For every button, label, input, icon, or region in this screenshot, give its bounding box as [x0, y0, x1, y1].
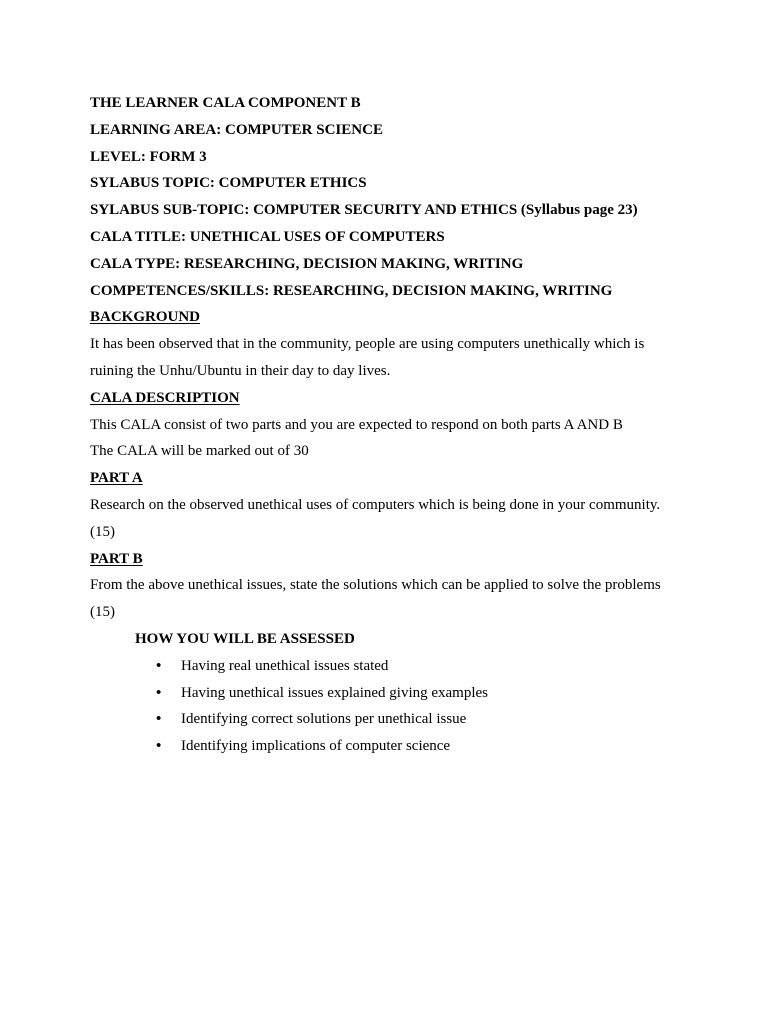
background-heading: BACKGROUND [90, 309, 201, 326]
list-item [156, 706, 680, 733]
list-item-text: Identifying implications of computer science [181, 738, 451, 755]
header-line-level: LEVEL: FORM 3 [90, 148, 207, 165]
bullet-icon: • [156, 738, 162, 755]
bullet-icon: • [156, 657, 162, 674]
part-b-marks: (15) [90, 604, 115, 621]
part-a-text: Research on the observed unethical uses of computers which is being done in your community. [90, 496, 661, 513]
part-a-marks: (15) [90, 523, 115, 540]
header-line-competences: COMPETENCES/SKILLS: RESEARCHING, DECISION MAKING, WRITING [90, 282, 613, 299]
list-item [156, 653, 680, 680]
list-item-text: Having unethical issues explained giving examples [181, 684, 489, 701]
document-page [90, 90, 680, 760]
part-a-heading: PART A [90, 470, 143, 487]
list-item [156, 680, 680, 707]
description-heading: CALA DESCRIPTION [90, 389, 240, 406]
description-line-2: The CALA will be marked out of 30 [90, 443, 309, 460]
description-line-1: This CALA consist of two parts and you are expected to respond on both parts A AND B [90, 416, 623, 433]
list-item-text: Identifying correct solutions per unethical issue [181, 711, 467, 728]
list-item [156, 733, 680, 760]
part-b-text: From the above unethical issues, state the solutions which can be applied to solve the problems [90, 577, 661, 594]
list-item-text: Having real unethical issues stated [181, 657, 389, 674]
part-b-heading: PART B [90, 550, 143, 567]
header-line-topic: SYLABUS TOPIC: COMPUTER ETHICS [90, 175, 367, 192]
header-line-component: THE LEARNER CALA COMPONENT B [90, 95, 361, 111]
header-line-cala-type: CALA TYPE: RESEARCHING, DECISION MAKING, WRITING [90, 255, 524, 272]
bullet-icon: • [156, 711, 162, 728]
assessment-list [156, 653, 680, 760]
bullet-icon: • [156, 684, 162, 701]
background-text: It has been observed that in the community, people are using computers unethically which is ruining the Unhu/Ubuntu in their day to day lives. [90, 336, 645, 379]
header-line-learning-area: LEARNING AREA: COMPUTER SCIENCE [90, 121, 383, 138]
assessment-heading: HOW YOU WILL BE ASSESSED [135, 630, 355, 647]
header-line-cala-title: CALA TITLE: UNETHICAL USES OF COMPUTERS [90, 228, 445, 245]
header-line-subtopic: SYLABUS SUB-TOPIC: COMPUTER SECURITY AND ETHICS (Syllabus page 23) [90, 202, 638, 219]
